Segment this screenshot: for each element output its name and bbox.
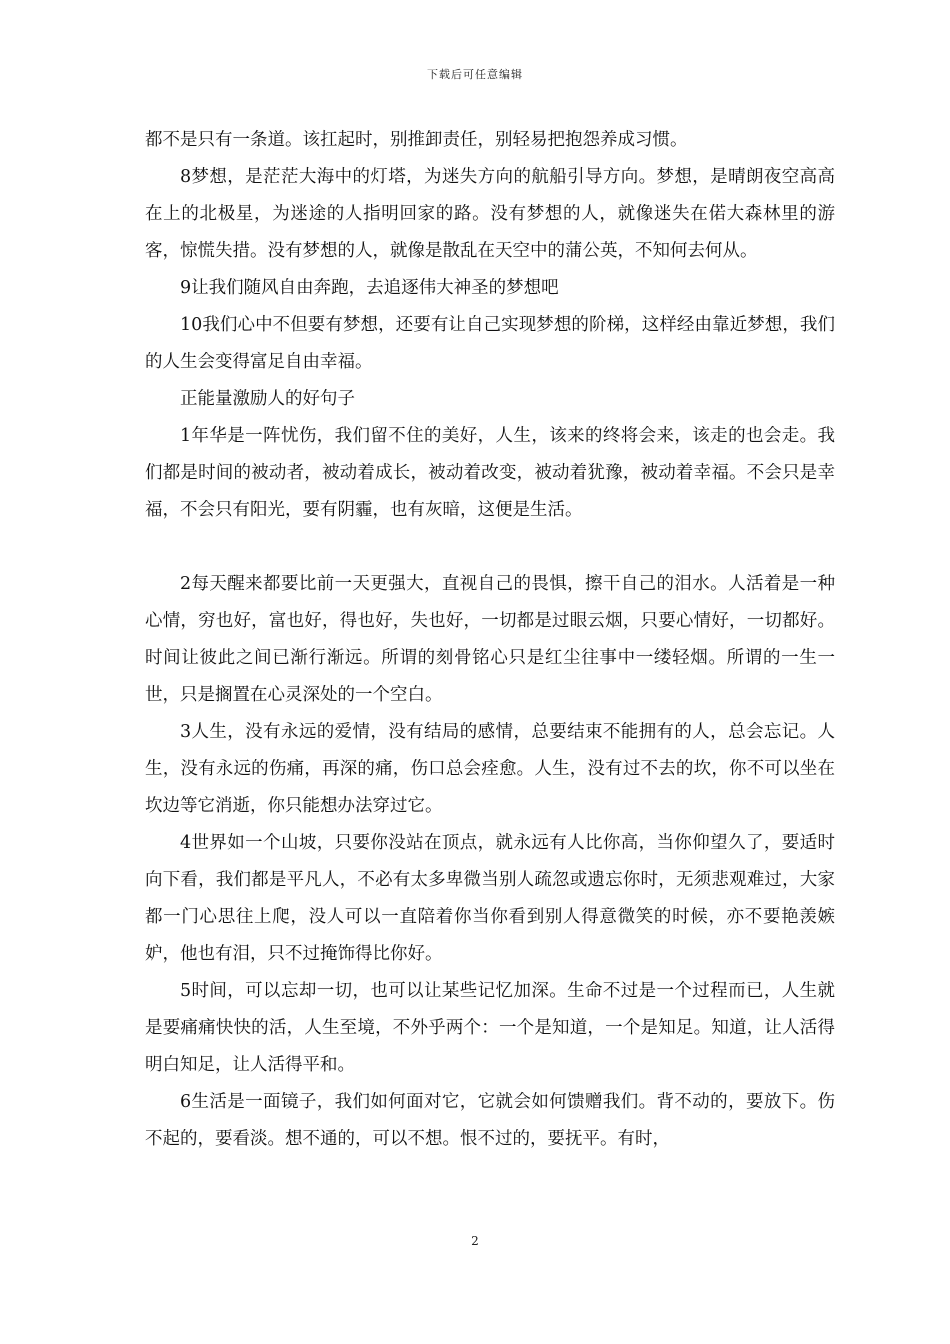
paragraph-item-5: 5时间，可以忘却一切，也可以让某些记忆加深。生命不过是一个过程而已，人生就是要痛痛快快的活，人生至境，不外乎两个：一个是知道，一个是知足。知道，让人活得明白知足，让人活得平和。: [145, 981, 835, 1075]
page-number: 2: [471, 1234, 479, 1248]
page-header: 下载后可任意编辑: [427, 68, 523, 81]
paragraph-item-9: 9让我们随风自由奔跑，去追逐伟大神圣的梦想吧: [180, 278, 559, 298]
paragraph-continuation: 都不是只有一条道。该扛起时，别推卸责任，别轻易把抱怨养成习惯。: [145, 130, 688, 150]
section-heading: 正能量激励人的好句子: [180, 389, 355, 409]
paragraph-item-1: 1年华是一阵忧伤，我们留不住的美好，人生，该来的终将会来，该走的也会走。我们都是时间的被动者，被动着成长，被动着改变，被动着犹豫，被动着幸福。不会只是幸福，不会只有阳光，要有阴霾，也有灰暗，这便是生活。: [145, 426, 835, 520]
paragraph-item-10: 10我们心中不但要有梦想，还要有让自己实现梦想的阶梯，这样经由靠近梦想，我们的人生会变得富足自由幸福。: [145, 315, 835, 372]
blank-line: [145, 529, 835, 566]
paragraph-item-2: 2每天醒来都要比前一天更强大，直视自己的畏惧，擦干自己的泪水。人活着是一种心情，穷也好，富也好，得也好，失也好，一切都是过眼云烟，只要心情好，一切都好。时间让彼此之间已渐行渐远。所谓的刻骨铭心只是红尘往事中一缕轻烟。所谓的一生一世，只是搁置在心灵深处的一个空白。: [145, 574, 835, 705]
paragraph-item-4: 4世界如一个山坡，只要你没站在顶点，就永远有人比你高，当你仰望久了，要适时向下看，我们都是平凡人，不必有太多卑微当别人疏忽或遗忘你时，无须悲观难过，大家都一门心思往上爬，没人可以一直陪着你当你看到别人得意微笑的时候，亦不要艳羡嫉妒，他也有泪，只不过掩饰得比你好。: [145, 833, 835, 964]
document-body: [145, 122, 835, 1158]
paragraph-item-3: 3人生，没有永远的爱情，没有结局的感情，总要结束不能拥有的人，总会忘记。人生，没有永远的伤痛，再深的痛，伤口总会痊愈。人生，没有过不去的坎，你不可以坐在坎边等它消逝，你只能想办法穿过它。: [145, 722, 835, 816]
paragraph-item-8: 8梦想，是茫茫大海中的灯塔，为迷失方向的航船引导方向。梦想，是晴朗夜空高高在上的北极星，为迷途的人指明回家的路。没有梦想的人，就像迷失在偌大森林里的游客，惊慌失措。没有梦想的人，就像是散乱在天空中的蒲公英，不知何去何从。: [145, 167, 835, 261]
paragraph-item-6: 6生活是一面镜子，我们如何面对它，它就会如何馈赠我们。背不动的，要放下。伤不起的，要看淡。想不通的，可以不想。恨不过的，要抚平。有时，: [145, 1092, 835, 1149]
